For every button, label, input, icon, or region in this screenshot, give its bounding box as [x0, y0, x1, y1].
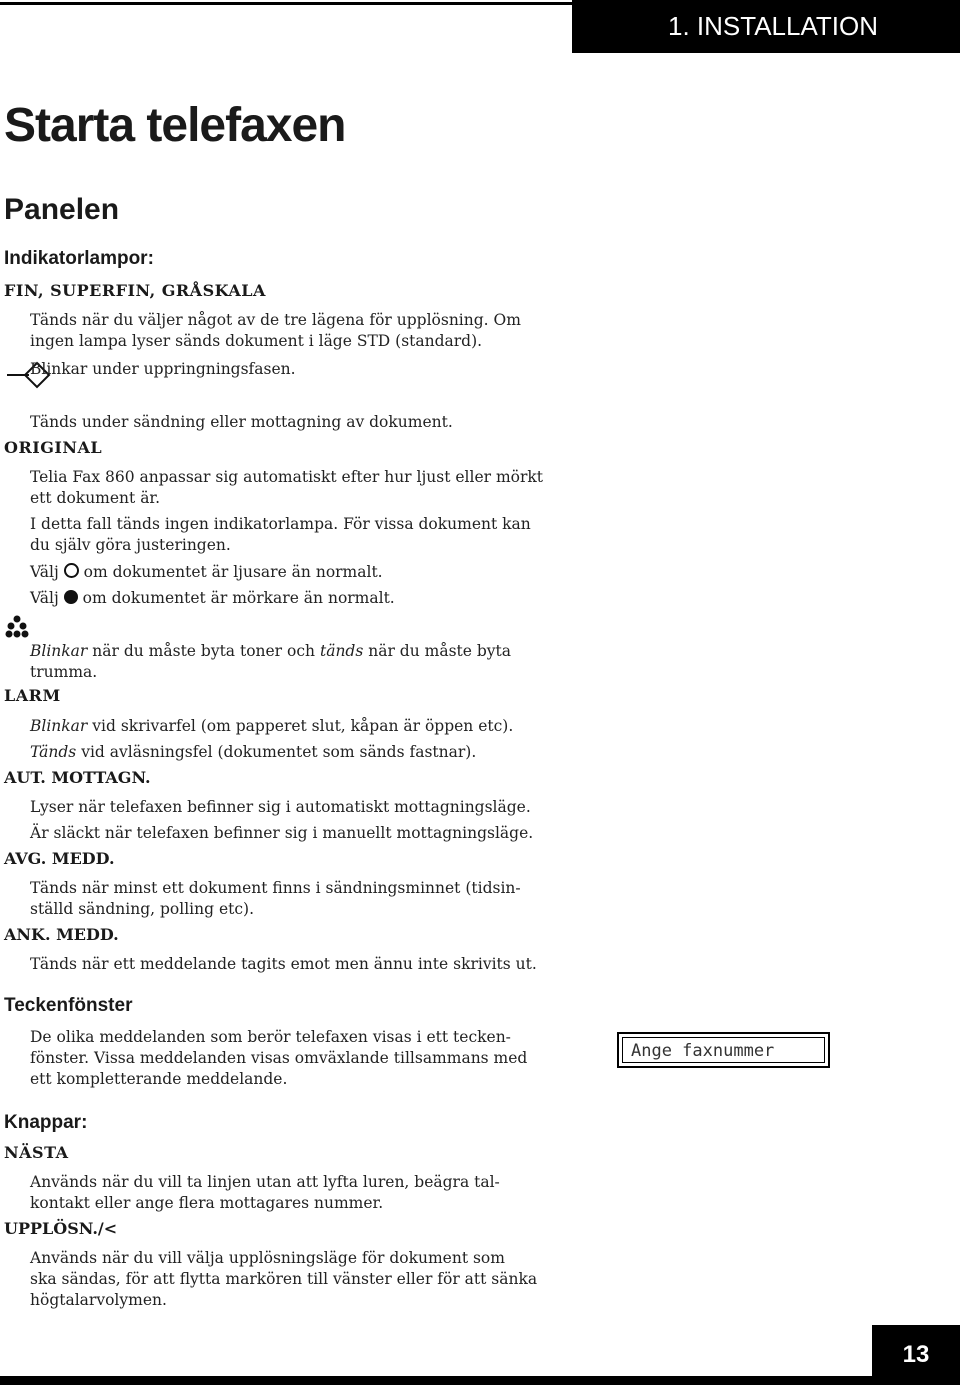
original-text-2: ett dokument är. [30, 489, 161, 507]
toner-end: när du måste byta [368, 642, 512, 660]
light-row [30, 562, 383, 583]
avg-text-1: Tänds när minst ett dokument finns i sändningsminnet (tidsin- [30, 879, 521, 897]
dark-row [30, 588, 395, 609]
upplosn-text-3: högtalarvolymen. [30, 1291, 167, 1309]
nasta-label: NÄSTA [4, 1143, 69, 1162]
nasta-text-2: kontakt eller ange flera mottagares nummer. [30, 1194, 384, 1212]
larm-lit: Tänds [30, 743, 77, 761]
avg-label: AVG. MEDD. [4, 849, 115, 868]
avg-text-2: ställd sändning, polling etc). [30, 900, 255, 918]
larm-lit-text: vid avläsningsfel (dokumentet som sänds fastnar). [81, 743, 477, 761]
toner-lit: tänds [319, 642, 364, 660]
larm-blink-text: vid skrivarfel (om papperet slut, kåpan är öppen etc). [92, 717, 514, 735]
line-text-1: Blinkar under uppringningsfasen. [30, 360, 296, 378]
page-number: 13 [872, 1325, 960, 1385]
choose-word: Välj [30, 563, 59, 581]
section-heading-panel: Panelen [4, 193, 120, 226]
toner-text-2: trumma. [30, 663, 98, 681]
aut-label: AUT. MOTTAGN. [4, 768, 151, 787]
original-label: ORIGINAL [4, 438, 103, 457]
display-text-2: fönster. Vissa meddelanden visas omväxlande tillsammans med [30, 1049, 528, 1067]
larm-text-2 [30, 742, 476, 763]
footer-rule [0, 1376, 960, 1385]
upplosn-text-2: ska sändas, för att flytta markören till vänster eller för att sänka [30, 1270, 538, 1288]
choose-word: Välj [30, 589, 59, 607]
toner-mid: när du måste byta toner och [92, 642, 316, 660]
lcd-text: Ange faxnummer [622, 1037, 825, 1063]
upplosn-text-1: Används när du vill välja upplösningsläge för dokument som [30, 1249, 505, 1267]
dark-text: om dokumentet är mörkare än normalt. [82, 589, 395, 607]
light-text: om dokumentet är ljusare än normalt. [83, 563, 383, 581]
larm-text-1 [30, 716, 513, 737]
ank-label: ANK. MEDD. [4, 925, 119, 944]
page-title: Starta telefaxen [4, 99, 346, 152]
chapter-header: 1. INSTALLATION [572, 0, 960, 53]
display-text-3: ett kompletterande meddelande. [30, 1070, 288, 1088]
toner-blink: Blinkar [30, 642, 88, 660]
aut-text-2: Är släckt när telefaxen befinner sig i manuellt mottagningsläge. [30, 824, 534, 842]
larm-blink: Blinkar [30, 717, 88, 735]
original-text-3: I detta fall tänds ingen indikatorlampa. För vissa dokument kan [30, 515, 531, 533]
fin-text-1: Tänds när du väljer något av de tre lägena för upplösning. Om [30, 311, 521, 329]
upplosn-label: UPPLÖSN./< [4, 1219, 118, 1238]
lcd-display [617, 1032, 830, 1068]
ank-text: Tänds när ett meddelande tagits emot men ännu inte skrivits ut. [30, 955, 537, 973]
display-heading: Teckenfönster [4, 995, 133, 1016]
toner-icon [5, 614, 29, 638]
light-circle-icon [64, 563, 79, 578]
indicators-heading: Indikatorlampor: [4, 248, 154, 269]
keys-heading: Knappar: [4, 1112, 88, 1133]
fin-text-2: ingen lampa lyser sänds dokument i läge STD (standard). [30, 332, 483, 350]
toner-text-1 [30, 641, 511, 662]
fin-label: FIN, SUPERFIN, GRÅSKALA [4, 281, 266, 300]
original-text-4: du själv göra justeringen. [30, 536, 231, 554]
line-text-2: Tänds under sändning eller mottagning av dokument. [30, 413, 453, 431]
nasta-text-1: Används när du vill ta linjen utan att lyfta luren, beägra tal- [30, 1173, 500, 1191]
display-text-1: De olika meddelanden som berör telefaxen visas i ett tecken- [30, 1028, 511, 1046]
dark-circle-icon [64, 590, 78, 604]
aut-text-1: Lyser när telefaxen befinner sig i automatiskt mottagningsläge. [30, 798, 531, 816]
larm-label: LARM [4, 686, 61, 705]
original-text-1: Telia Fax 860 anpassar sig automatiskt efter hur ljust eller mörkt [30, 468, 544, 486]
